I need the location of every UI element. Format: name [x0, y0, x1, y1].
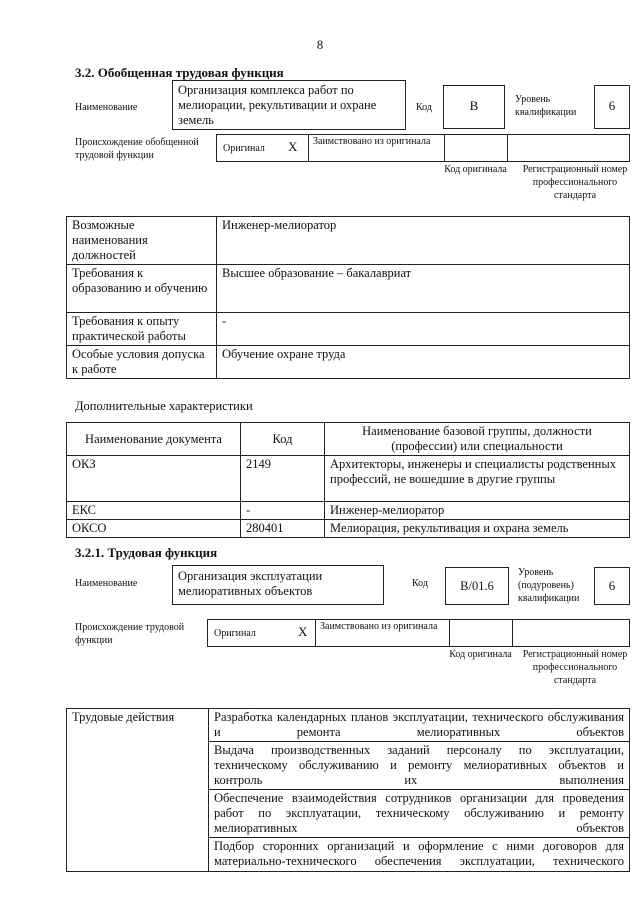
actions-table	[66, 708, 630, 872]
actions-label: Трудовые действия	[67, 709, 209, 872]
cell-name: Инженер-мелиоратор	[325, 502, 630, 520]
cell-doc: ЕКС	[67, 502, 241, 520]
cell-name: Мелиорация, рекультивация и охрана земель	[325, 520, 630, 538]
code-value: B	[469, 98, 479, 113]
code-original-caption: Код оригинала	[444, 164, 507, 175]
action-item: Подбор сторонних организаций и оформление с ними договоров для материально-технического обеспечения эксплуатации, технического	[209, 838, 630, 872]
table-row	[67, 709, 630, 742]
req-value: Инженер-мелиоратор	[217, 217, 630, 265]
level-label: Уровень квалификации	[515, 94, 577, 118]
level-value-box	[594, 567, 630, 605]
level-value-box	[594, 85, 630, 129]
level-label: Уровень (подуровень) квалификации	[518, 567, 580, 604]
req-value: Высшее образование – бакалавриат	[217, 265, 630, 313]
cell-name: Архитекторы, инженеры и специалисты родственных профессий, не вошедшие в другие группы	[325, 456, 630, 502]
code-value-box	[445, 567, 509, 605]
code-original-caption: Код оригинала	[449, 649, 512, 660]
borrowed-label: Заимствовано из оригинала	[320, 621, 438, 632]
original-mark: X	[298, 624, 308, 639]
table-row	[67, 346, 630, 379]
code-value-box	[443, 85, 505, 129]
req-label: Особые условия допуска к работе	[67, 346, 217, 379]
origin-label: Происхождение трудовой функции	[75, 622, 185, 646]
header-code: Код	[241, 423, 325, 456]
cell-code: 280401	[241, 520, 325, 538]
code-label: Код	[416, 102, 432, 113]
section-heading-3-2-1: 3.2.1. Трудовая функция	[75, 545, 218, 560]
section-heading-3-2: 3.2. Обобщенная трудовая функция	[75, 65, 284, 80]
reg-number-caption: Регистрационный номер профессионального стандарта	[522, 649, 628, 686]
reg-number-caption: Регистрационный номер профессионального стандарта	[522, 164, 628, 201]
original-label: Оригинал	[223, 143, 265, 154]
header-document: Наименование документа	[67, 423, 241, 456]
name-value-box	[172, 565, 384, 605]
action-item: Выдача производственных заданий персоналу по эксплуатации, техническому обслуживанию и ремонту мелиоративных объектов и контроль их выполнения	[209, 742, 630, 790]
table-row	[67, 313, 630, 346]
borrowed-label: Заимствовано из оригинала	[313, 136, 431, 147]
action-item: Разработка календарных планов эксплуатации, технического обслуживания и ремонта мелиоративных объектов	[209, 709, 630, 742]
req-value: -	[217, 313, 630, 346]
table-row	[67, 456, 630, 502]
page-number: 8	[316, 38, 324, 52]
table-header-row	[67, 423, 630, 456]
cell-doc: ОКЗ	[67, 456, 241, 502]
name-label: Наименование	[75, 102, 138, 113]
action-item: Обеспечение взаимодействия сотрудников организации для проведения работ по эксплуатации, техническому обслуживанию и ремонту мелиоративных объектов	[209, 790, 630, 838]
origin-label: Происхождение обобщенной трудовой функции	[75, 137, 199, 161]
level-value: 6	[608, 98, 616, 113]
table-row	[67, 217, 630, 265]
name-value: Организация комплекса работ по мелиорации, рекультивации и охране земель	[178, 83, 377, 127]
name-value-box	[172, 80, 406, 130]
req-label: Требования к образованию и обучению	[67, 265, 217, 313]
table-row	[67, 502, 630, 520]
table-row	[67, 265, 630, 313]
table-row	[67, 520, 630, 538]
req-value: Обучение охране труда	[217, 346, 630, 379]
level-value: 6	[608, 578, 616, 593]
code-value: B/01.6	[460, 579, 494, 593]
req-label: Возможные наименования должностей	[67, 217, 217, 265]
code-label: Код	[412, 578, 428, 589]
cell-code: -	[241, 502, 325, 520]
extra-table	[66, 422, 630, 538]
requirements-table	[66, 216, 630, 379]
header-group-name: Наименование базовой группы, должности (профессии) или специальности	[325, 423, 630, 456]
name-label: Наименование	[75, 578, 138, 589]
cell-code: 2149	[241, 456, 325, 502]
original-label: Оригинал	[214, 628, 256, 639]
name-value: Организация эксплуатации мелиоративных объектов	[178, 569, 323, 598]
original-mark: X	[288, 139, 298, 154]
extra-title: Дополнительные характеристики	[75, 399, 253, 413]
cell-doc: ОКСО	[67, 520, 241, 538]
req-label: Требования к опыту практической работы	[67, 313, 217, 346]
